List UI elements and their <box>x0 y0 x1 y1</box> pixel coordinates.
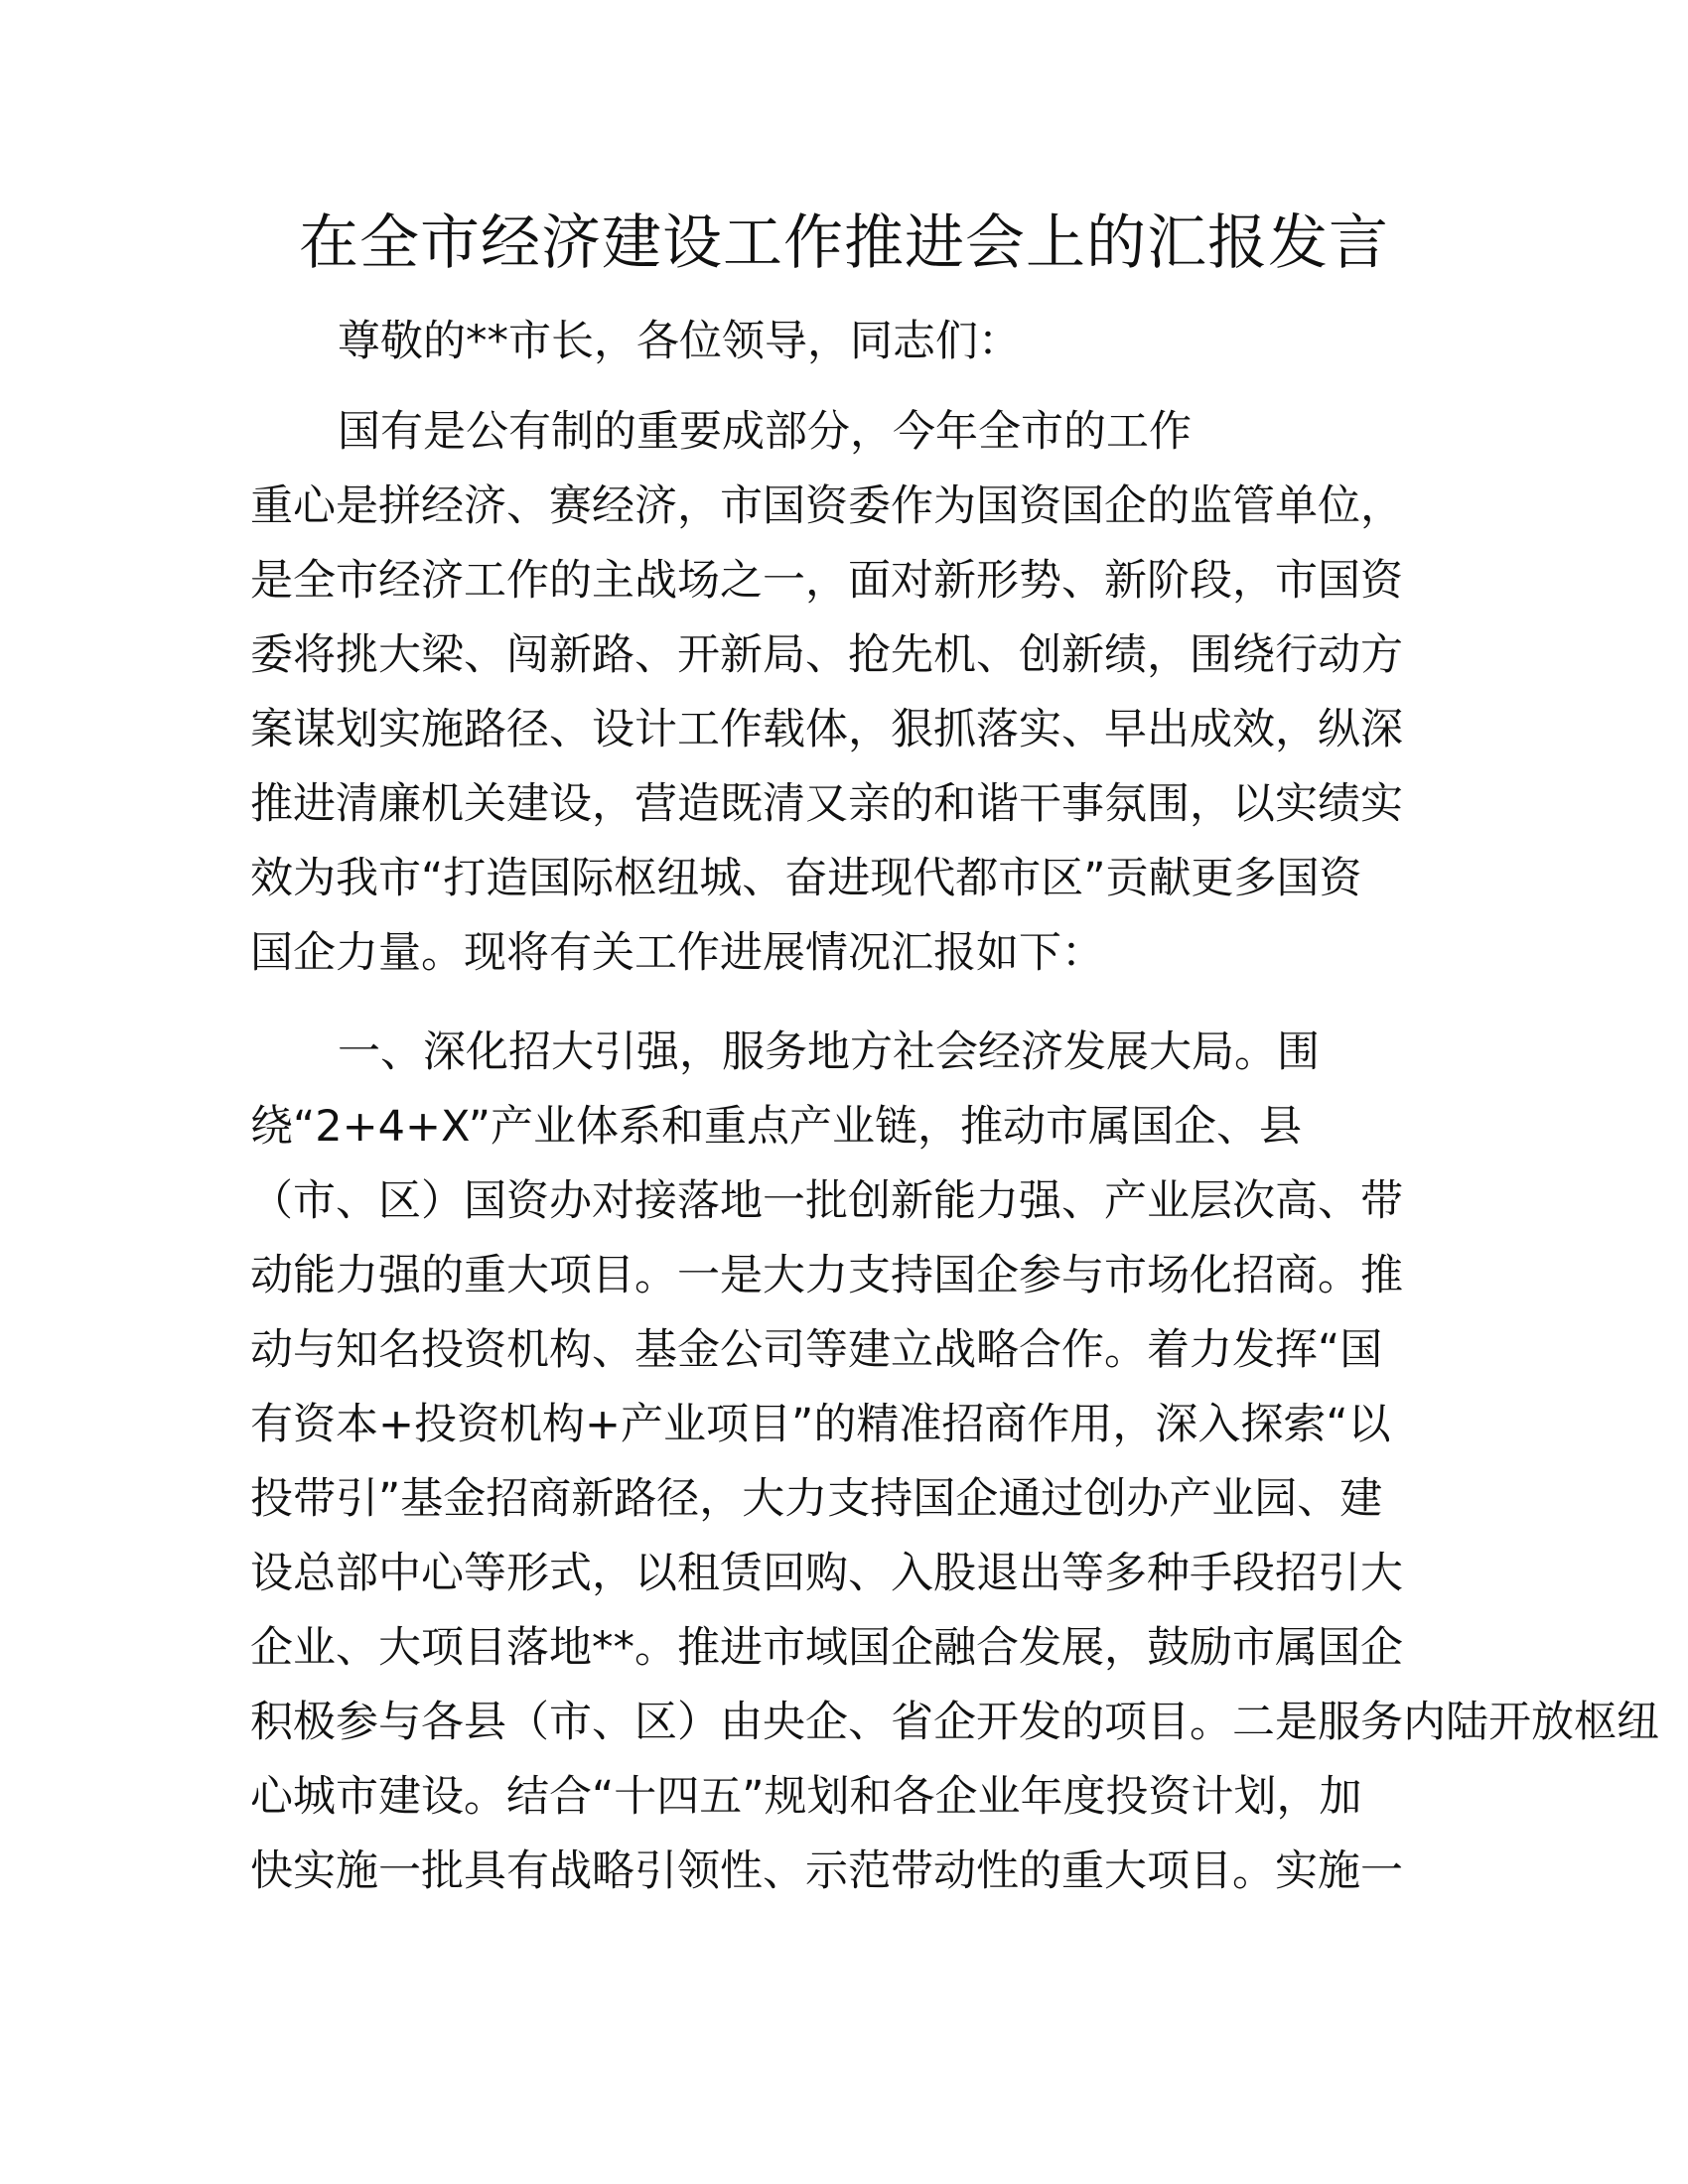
section-one-line: 动能力强的重大项目。一是大力支持国企参与市场化招商。推 <box>250 1251 1403 1300</box>
section-one-line: 绕“2+4+X”产业体系和重点产业链，推动市属国企、县 <box>250 1102 1303 1152</box>
salutation: 尊敬的**市长，各位领导，同志们： <box>338 317 1021 366</box>
section-one-line: 设总部中心等形式，以租赁回购、入股退出等多种手段招引大 <box>250 1549 1403 1598</box>
paragraph-intro-line: 国企力量。现将有关工作进展情况汇报如下： <box>250 928 1104 978</box>
section-one-line: 积极参与各县（市、区）由央企、省企开发的项目。二是服务内陆开放枢纽 <box>250 1698 1659 1747</box>
paragraph-intro-line: 委将挑大梁、闯新路、开新局、抢先机、创新绩，围绕行动方 <box>250 630 1403 680</box>
paragraph-intro-line: 国有是公有制的重要成部分，今年全市的工作 <box>338 407 1192 457</box>
paragraph-intro-line: 效为我市“打造国际枢纽城、奋进现代都市区”贡献更多国资 <box>250 854 1362 903</box>
paragraph-intro-line: 推进清廉机关建设，营造既清又亲的和谐干事氛围，以实绩实 <box>250 779 1403 829</box>
section-one-line: 快实施一批具有战略引领性、示范带动性的重大项目。实施一 <box>250 1846 1403 1896</box>
section-one-line: 动与知名投资机构、基金公司等建立战略合作。着力发挥“国 <box>250 1325 1383 1375</box>
section-one-line: 心城市建设。结合“十四五”规划和各企业年度投资计划，加 <box>250 1772 1362 1822</box>
section-one-line: （市、区）国资办对接落地一批创新能力强、产业层次高、带 <box>250 1176 1403 1226</box>
paragraph-intro-line: 是全市经济工作的主战场之一，面对新形势、新阶段，市国资 <box>250 556 1403 606</box>
section-one-line: 有资本+投资机构+产业项目”的精准招商作用，深入探索“以 <box>250 1400 1391 1449</box>
document-title: 在全市经济建设工作推进会上的汇报发言 <box>299 208 1389 278</box>
section-one-line: 一、深化招大引强，服务地方社会经济发展大局。围 <box>338 1027 1320 1077</box>
section-one-line: 企业、大项目落地**。推进市域国企融合发展，鼓励市属国企 <box>250 1623 1403 1673</box>
section-one-line: 投带引”基金招商新路径，大力支持国企通过创办产业园、建 <box>250 1474 1383 1524</box>
paragraph-intro-line: 重心是拼经济、赛经济，市国资委作为国资国企的监管单位， <box>250 481 1403 531</box>
paragraph-intro-line: 案谋划实施路径、设计工作载体，狠抓落实、早出成效，纵深 <box>250 705 1403 754</box>
